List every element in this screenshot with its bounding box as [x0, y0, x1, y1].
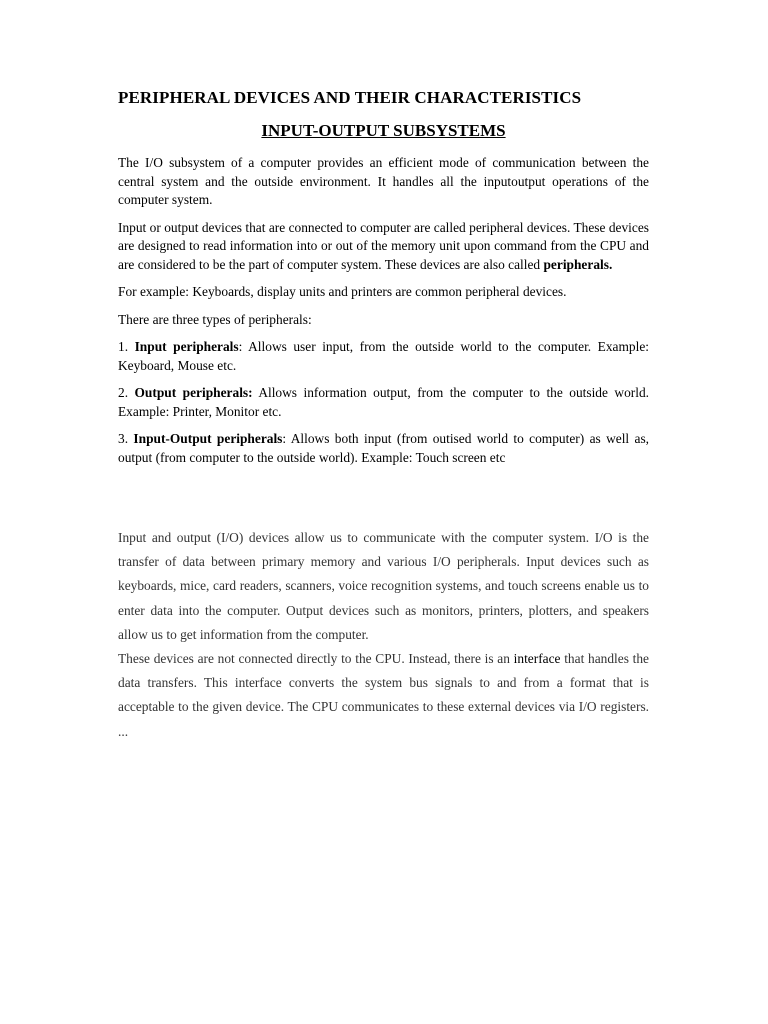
type-name: Input-Output peripherals [133, 431, 283, 446]
peripherals-definition-text: Input or output devices that are connected to computer are called peripheral devices. These devices are designed to read information into or out of the memory unit upon command from the CPU and are considered to be the part of computer system. These devices are also called [118, 219, 649, 272]
type-number: 3. [118, 431, 134, 446]
type-name: Output peripherals: [134, 385, 253, 400]
type-name: Input peripherals [134, 339, 239, 354]
interface-paragraph [118, 647, 649, 744]
interface-text-before: These devices are not connected directly to the CPU. Instead, there is an [118, 651, 514, 667]
type-description: Allows information output, from the computer to the outside world. Example: Printer, Monitor etc. [118, 385, 650, 419]
intro-paragraph: The I/O subsystem of a computer provides an efficient mode of communication between the central system and the outside environment. It handles all the inputoutput operations of the computer system. [118, 155, 649, 207]
interface-term: interface [513, 651, 561, 667]
peripheral-type-item [118, 430, 649, 467]
io-devices-paragraph: Input and output (I/O) devices allow us to communicate with the computer system. I/O is the transfer of data between primary memory and various I/O peripherals. Input devices such as keyboards, mice, card readers, scanners, voice recognition systems, and touch screens enable us to enter data into the computer. Output devices such as monitors, printers, plotters, and speakers allow us to get information from the computer. [118, 530, 649, 642]
peripherals-definition-paragraph [118, 219, 649, 275]
interface-text-after: that handles the data transfers. This interface converts the system bus signals to and from a format that is acceptable to the given device. The CPU communicates to these external devices via I/O registers. ... [118, 651, 649, 739]
peripherals-term: peripherals. [543, 256, 613, 272]
document-body [118, 154, 649, 476]
types-intro-paragraph: There are three types of peripherals: [118, 311, 312, 327]
document-title: PERIPHERAL DEVICES AND THEIR CHARACTERISTICS [118, 88, 582, 107]
type-description: : Allows both input (from outised world to computer) as well as, output (from computer to the outside world). Example: Touch screen etc [118, 431, 650, 465]
peripheral-type-item [118, 338, 649, 375]
type-description: : Allows user input, from the outside world to the computer. Example: Keyboard, Mouse etc. [118, 339, 649, 373]
type-number: 2. [118, 385, 135, 400]
type-number: 1. [118, 339, 135, 354]
example-paragraph: For example: Keyboards, display units and printers are common peripheral devices. [118, 284, 567, 299]
peripheral-type-item [118, 384, 649, 421]
io-devices-section [118, 526, 649, 744]
document-subtitle: INPUT-OUTPUT SUBSYSTEMS [261, 121, 506, 140]
